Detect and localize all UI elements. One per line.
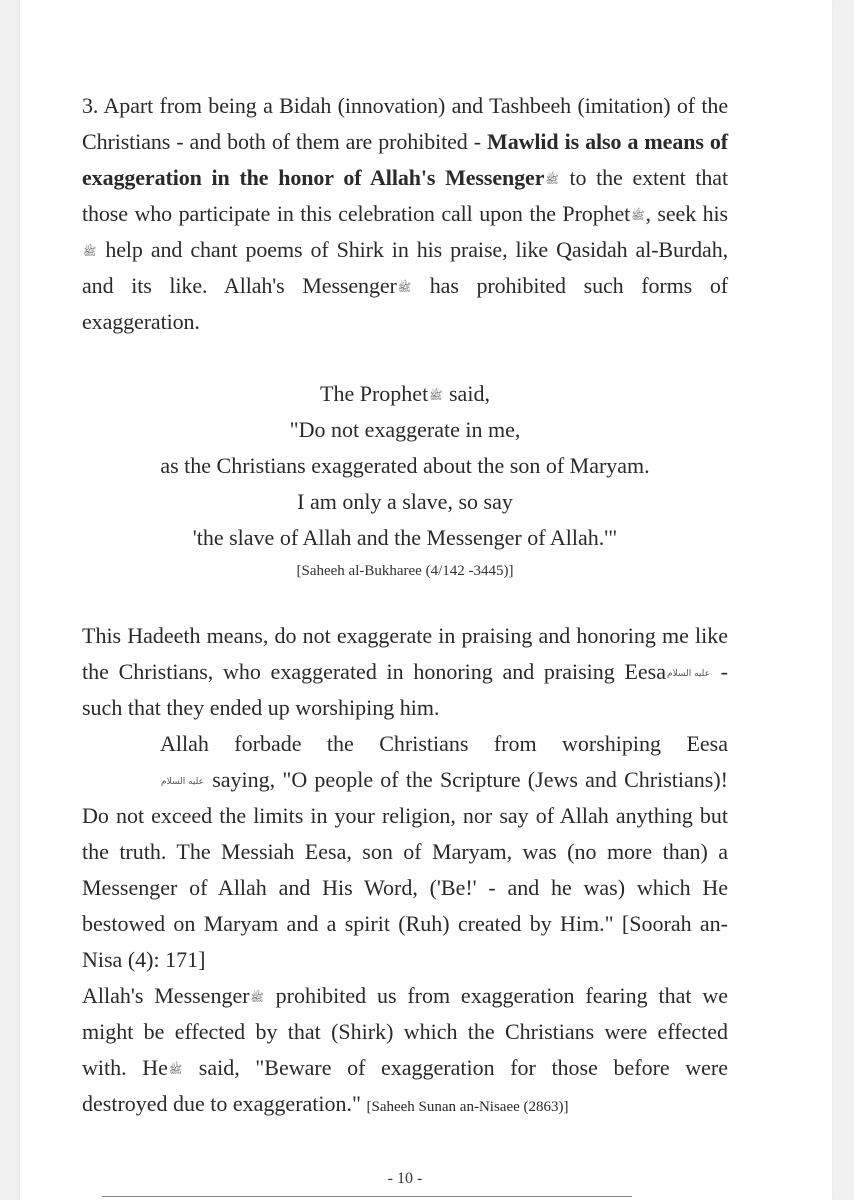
paragraph-text: Allah's Messenger	[82, 983, 250, 1008]
paragraph-text: prohibited us from exaggeration fearing that we might be effected by that (Shirk) which the Christians were effected with. He	[82, 983, 728, 1080]
paragraph-text: , seek his	[645, 201, 728, 226]
quote-text: said,	[443, 381, 490, 406]
salawat-symbol: ﷺ	[429, 389, 443, 402]
quote-line: I am only a slave, so say	[297, 489, 513, 514]
paragraph-text: saying, "O people of the Scripture (Jews and Christians)! Do not exceed the limits in your religion, nor say of Allah anything but the truth. The Messiah Eesa, son of Maryam, was (no more than) a Messenger of Allah and His Word, ('Be!' - and he was) which He bestowed on Maryam and a spirit (Ruh) created by Him." [Soorah an-Nisa (4): 171]	[82, 767, 728, 972]
salawat-symbol: ﷺ	[250, 991, 264, 1004]
salawat-symbol: ﷺ	[397, 281, 412, 294]
paragraph-text: said, "Beware of exaggeration for those before were destroyed due to exaggeration."	[82, 1055, 729, 1116]
paragraph-prohibition	[82, 978, 728, 1125]
bold-statement: Mawlid is also a means of exaggeration in the honor of Allah's Messenger	[82, 129, 728, 190]
salawat-symbol: ﷺ	[545, 173, 559, 186]
salawat-symbol: ﷺ	[168, 1063, 183, 1076]
paragraph-text: Allah forbade the Christians from worshiping Eesa	[160, 731, 728, 756]
quote-line: as the Christians exaggerated about the son of Maryam.	[160, 453, 650, 478]
paragraph-mawlid-exaggeration	[82, 88, 728, 340]
footer-divider	[102, 1196, 632, 1197]
paragraph-text: to the extent that those who participate in this celebration call upon the Prophet	[82, 165, 728, 226]
alayhis-salam-symbol: عليه السلام	[161, 777, 204, 787]
hadeeth-quote	[82, 376, 728, 582]
reference-citation: [Saheeh Sunan an-Nisaee (2863)]	[366, 1099, 569, 1115]
salawat-symbol: ﷺ	[631, 209, 645, 222]
salawat-symbol: ﷺ	[83, 245, 97, 258]
quote-line: 'the slave of Allah and the Messenger of Allah.'"	[192, 525, 618, 550]
alayhis-salam-symbol: عليه السلام	[667, 669, 710, 679]
quote-line	[82, 376, 728, 412]
page-number: - 10 -	[387, 1170, 423, 1187]
paragraph-text: This Hadeeth means, do not exaggerate in praising and honoring me like the Christians, who exaggerated in honoring and praising Eesa	[82, 623, 728, 684]
quote-text: The Prophet	[320, 381, 429, 406]
paragraph-hadeeth-meaning	[82, 618, 728, 978]
paragraph-text: - such that they ended up worshiping him.	[82, 659, 729, 720]
quote-line: "Do not exaggerate in me,	[289, 417, 521, 442]
paragraph-text: has prohibited such forms of exaggeration.	[82, 273, 728, 334]
paragraph-text: 3. Apart from being a Bidah (innovation) and Tashbeeh (imitation) of the Christians - and both of them are prohibited -	[82, 93, 728, 154]
paragraph-text: help and chant poems of Shirk in his praise, like Qasidah al-Burdah, and its like. Allah's Messenger	[82, 237, 728, 298]
quote-source: [Saheeh al-Bukharee (4/142 -3445)]	[296, 563, 514, 579]
